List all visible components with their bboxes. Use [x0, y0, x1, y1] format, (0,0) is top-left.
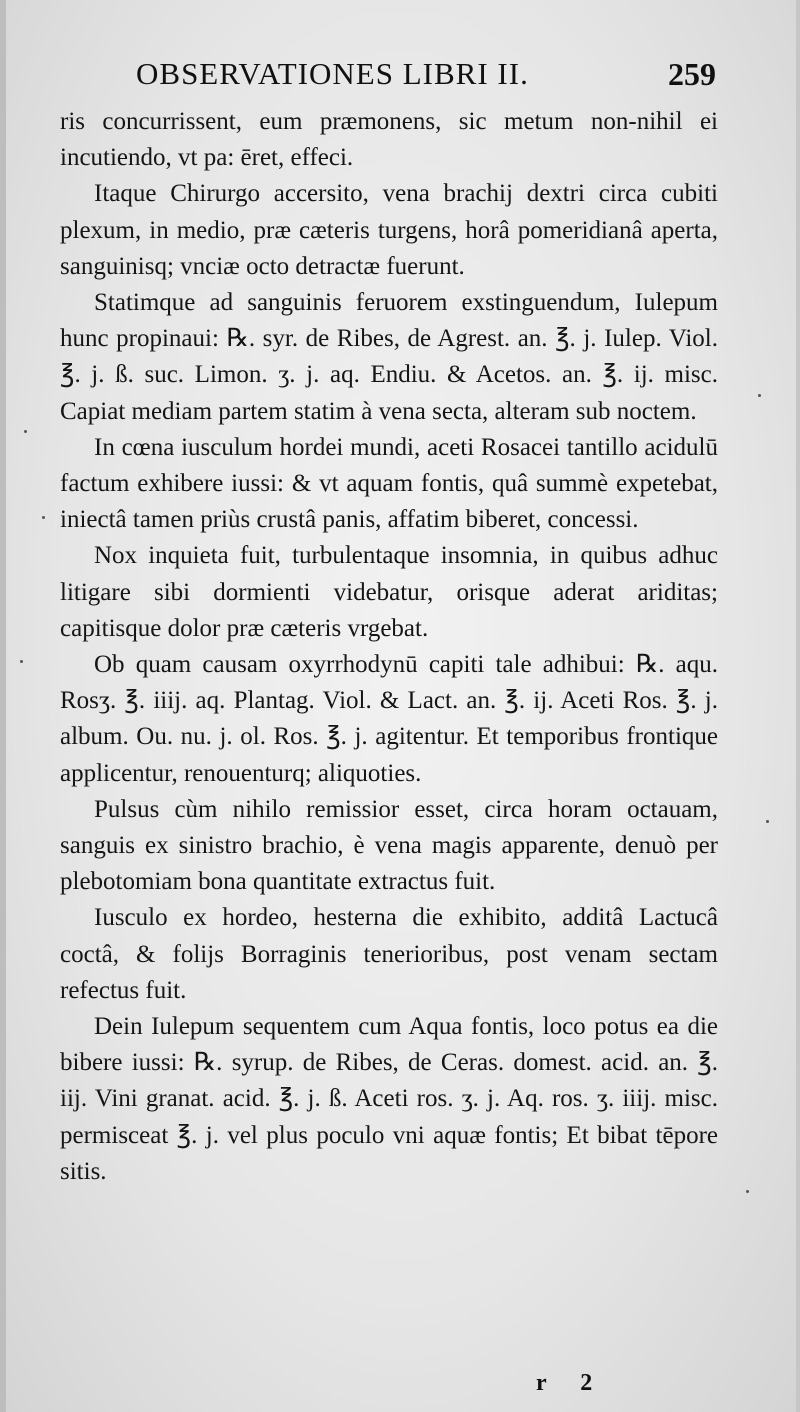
paragraph: Ob quam causam oxyrrhodynū capiti tale adhibui: ℞. aqu. Rosʒ. ℥. iiij. aq. Plantag. Viol. & Lact. an. ℥. ij. Aceti Ros. ℥. j. album. Ou. nu. j. ol. Ros. ℥. j. agitentur. Et temporibus frontique applicentur, renouenturq; aliquoties.: [60, 651, 718, 787]
paragraph: Iusculo ex hordeo, hesterna die exhibito, additâ Lactucâ coctâ, & folijs Borraginis tenerioribus, post venam sectam refectus fuit.: [60, 904, 718, 1004]
paragraph: Nox inquieta fuit, turbulentaque insomnia, in quibus adhuc litigare sibi dormienti videbatur, orisque aderat ariditas; capitisque dolor præ cæteris vrgebat.: [60, 542, 718, 642]
signature-mark: r 2: [536, 1370, 607, 1396]
paragraph: Dein Iulepum sequentem cum Aqua fontis, loco potus ea die bibere iussi: ℞. syrup. de Ribes, de Ceras. domest. acid. an. ℥. iij. Vini granat. acid. ℥. j. ß. Aceti ros. ʒ. j. Aq. ros. ʒ. iiij. misc. permisceat ℥. j. vel plus poculo vni aquæ fontis; Et bibat tēpore sitis.: [60, 1013, 718, 1185]
paragraph: Statimque ad sanguinis feruorem exstinguendum, Iulepum hunc propinaui: ℞. syr. de Ribes, de Agrest. an. ℥. j. Iulep. Viol. ℥. j. ß. suc. Limon. ʒ. j. aq. Endiu. & Acetos. an. ℥. ij. misc. Capiat mediam partem statim à vena secta, alteram sub noctem.: [60, 289, 718, 425]
print-speck: [746, 1190, 749, 1193]
print-speck: [24, 430, 27, 433]
paragraph: ris concurrissent, eum præmonens, sic metum non-nihil ei incutiendo, vt pa: ēret, effeci.: [60, 108, 718, 172]
running-title: OBSERVATIONES LIBRI II.: [136, 56, 529, 91]
print-speck: [20, 660, 23, 663]
paragraph: Pulsus cùm nihilo remissior esset, circa horam octauam, sanguis ex sinistro brachio, è vena magis apparente, denuò per plebotomiam bona quantitate extractus fuit.: [60, 795, 718, 896]
paragraph: Itaque Chirurgo accersito, vena brachij dextri circa cubiti plexum, in medio, præ cæteris turgens, horâ pomeridianâ aperta, sanguinisq; vnciæ octo detractæ fuerunt.: [60, 180, 718, 280]
print-speck: [766, 820, 769, 823]
page-header: [136, 56, 716, 100]
paragraph: In cœna iusculum hordei mundi, aceti Rosacei tantillo acidulū factum exhibere iussi: & vt aquam fontis, quâ summè expetebat, iniectâ tamen priùs crustâ panis, affatim biberet, concessi.: [60, 433, 718, 534]
print-speck: [758, 394, 761, 397]
page-number: 259: [668, 56, 716, 92]
print-speck: [42, 516, 45, 519]
body-text: [60, 104, 718, 1190]
